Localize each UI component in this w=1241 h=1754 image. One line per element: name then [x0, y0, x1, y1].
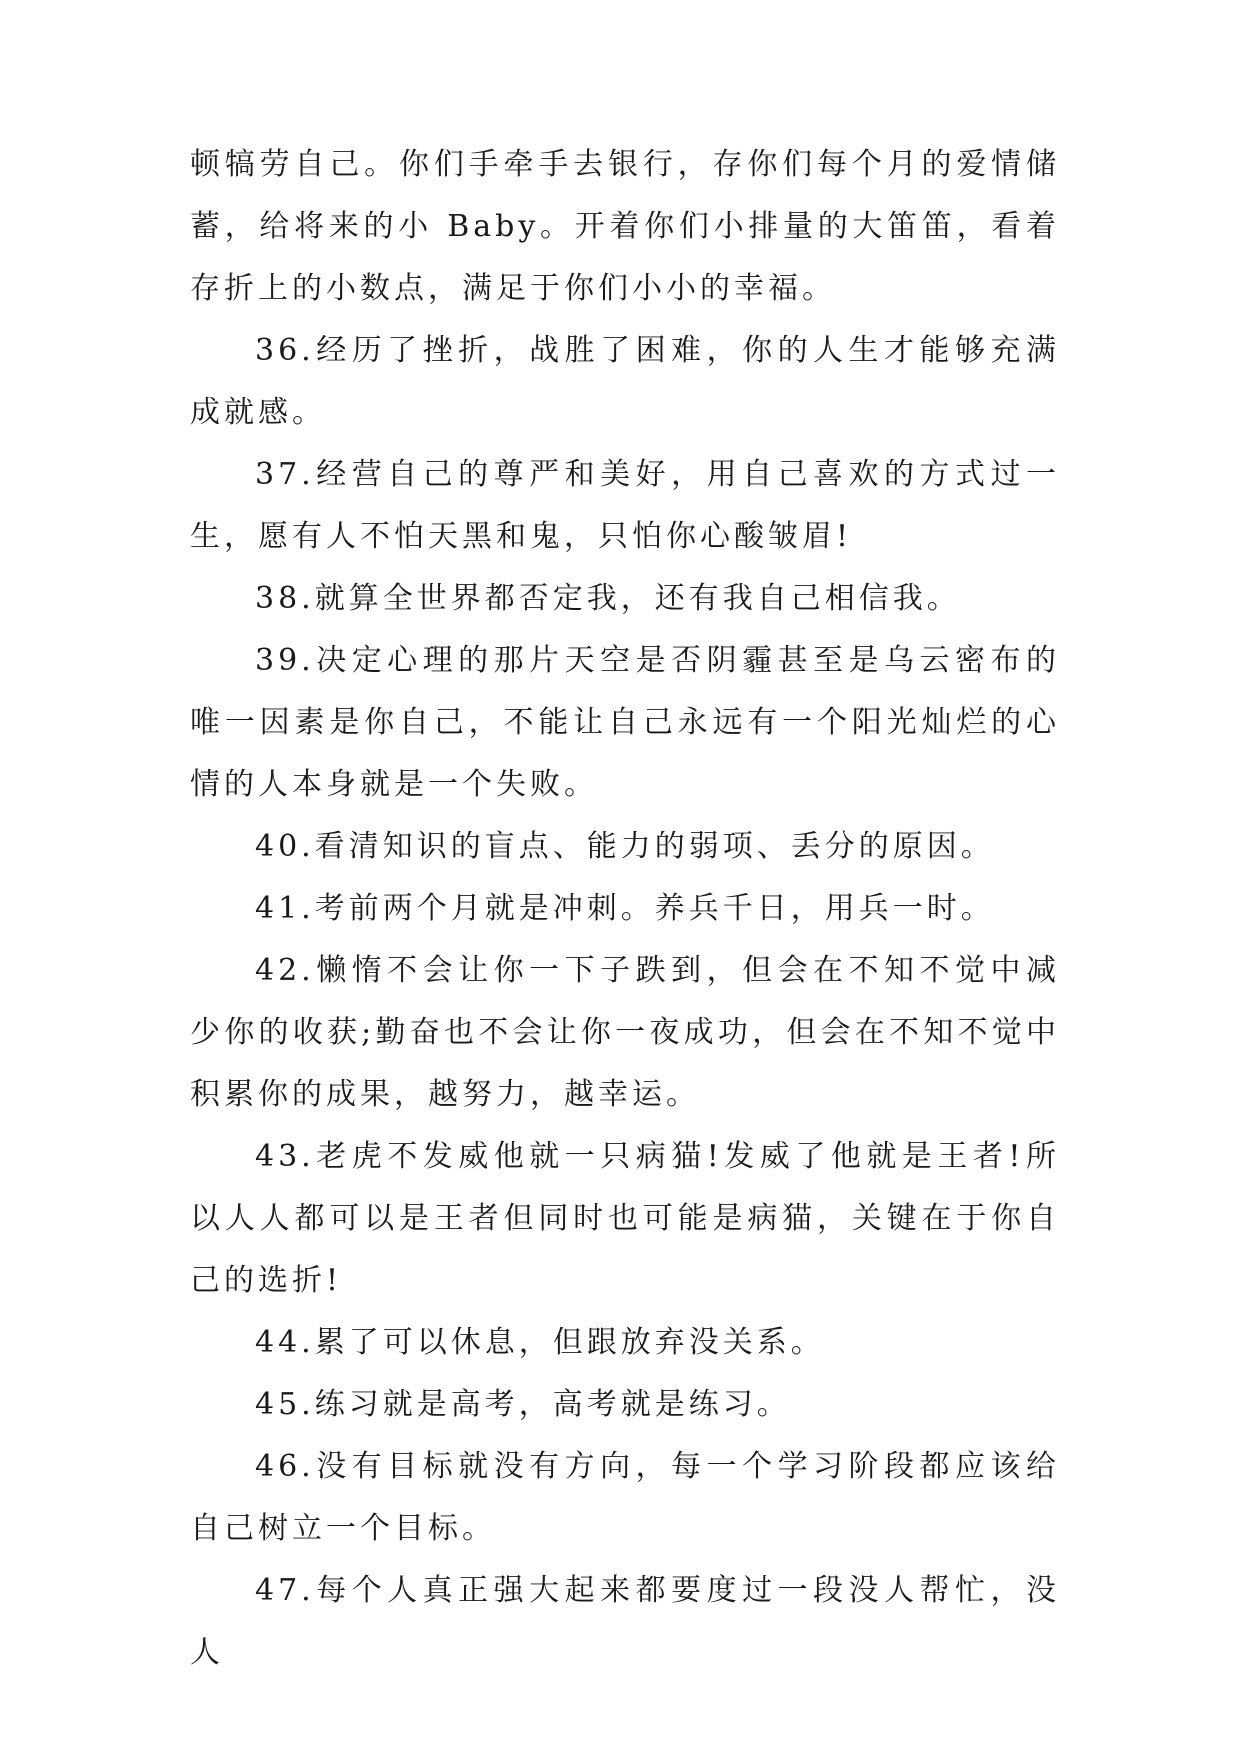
paragraph: 37.经营自己的尊严和美好，用自己喜欢的方式过一生，愿有人不怕天黑和鬼，只怕你心酸皱眉! — [190, 457, 1060, 554]
paragraph: 38.就算全世界都否定我，还有我自己相信我。 — [255, 581, 961, 616]
paragraph: 42.懒惰不会让你一下子跌到，但会在不知不觉中减少你的收获;勤奋也不会让你一夜成功，但会在不知不觉中积累你的成果，越努力，越幸运。 — [190, 953, 1060, 1112]
paragraph: 47.每个人真正强大起来都要度过一段没人帮忙，没人 — [190, 1573, 1060, 1670]
document-body — [190, 134, 1060, 1684]
paragraph: 46.没有目标就没有方向，每一个学习阶段都应该给自己树立一个目标。 — [190, 1449, 1060, 1546]
paragraph: 36.经历了挫折，战胜了困难，你的人生才能够充满成就感。 — [190, 333, 1060, 430]
paragraph: 40.看清知识的盲点、能力的弱项、丢分的原因。 — [255, 829, 995, 864]
paragraph: 44.累了可以休息，但跟放弃没关系。 — [255, 1325, 825, 1360]
paragraph: 41.考前两个月就是冲刺。养兵千日，用兵一时。 — [255, 891, 995, 926]
paragraph: 39.决定心理的那片天空是否阴霾甚至是乌云密布的唯一因素是你自己，不能让自己永远有一个阳光灿烂的心情的人本身就是一个失败。 — [190, 643, 1060, 802]
paragraph: 43.老虎不发威他就一只病猫!发威了他就是王者!所以人人都可以是王者但同时也可能是病猫，关键在于你自己的选折! — [190, 1139, 1060, 1298]
paragraph: 顿犒劳自己。你们手牵手去银行，存你们每个月的爱情储蓄，给将来的小 Baby。开着你们小排量的大笛笛，看着存折上的小数点，满足于你们小小的幸福。 — [190, 147, 1060, 306]
paragraph: 45.练习就是高考，高考就是练习。 — [255, 1387, 791, 1422]
